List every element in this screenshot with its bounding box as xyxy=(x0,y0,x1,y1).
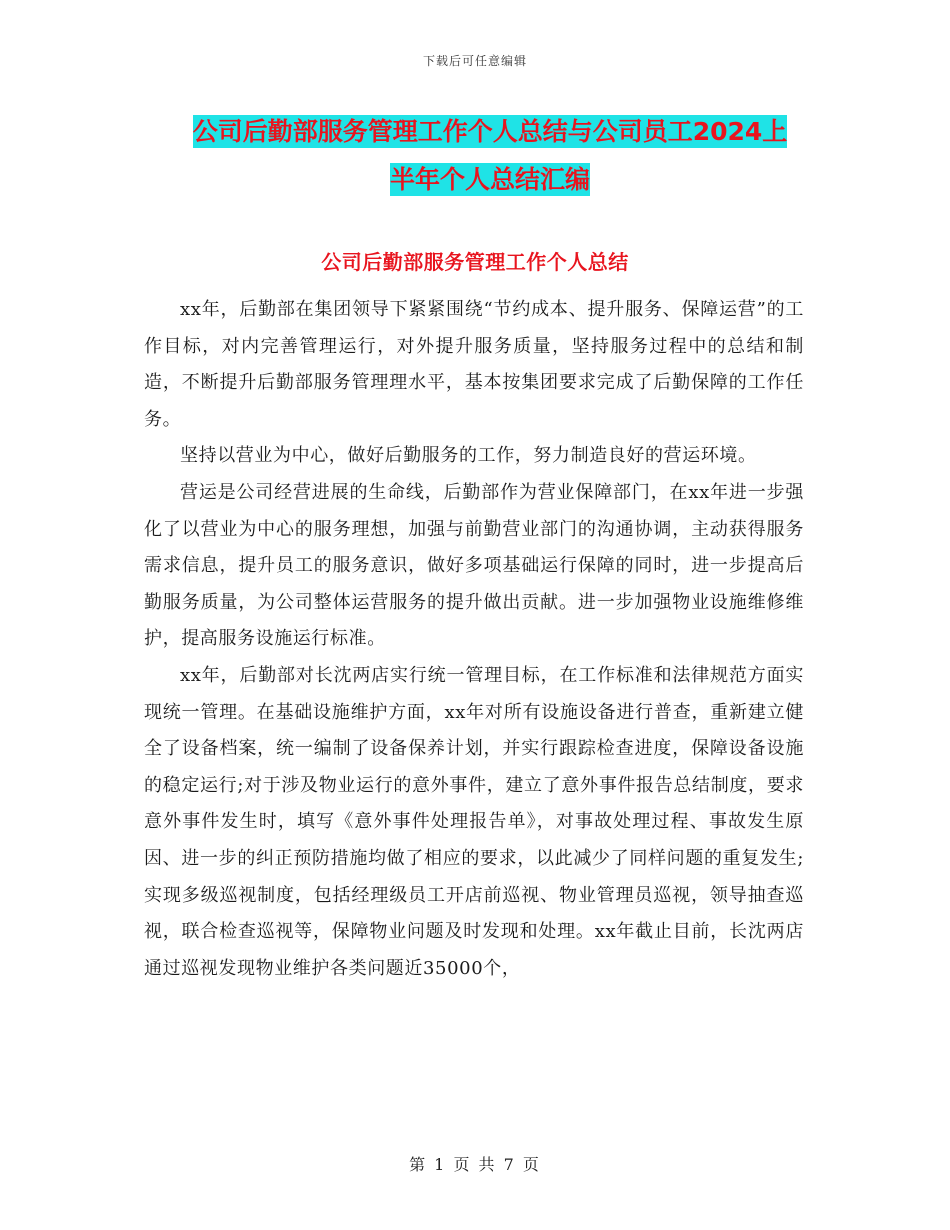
section-title: 公司后勤部服务管理工作个人总结 xyxy=(321,250,629,274)
document-title xyxy=(140,108,840,204)
document-title-line-2: 半年个人总结汇编 xyxy=(389,165,590,194)
paragraph: xx年，后勤部在集团领导下紧紧围绕“节约成本、提升服务、保障运营”的工作目标，对内完善管理运行，对外提升服务质量，坚持服务过程中的总结和制造，不断提升后勤部服务管理理水平，基本按集团要求完成了后勤保障的工作任务。 xyxy=(144,299,804,430)
header-note: 下载后可任意编辑 xyxy=(422,54,527,68)
paragraph: 营运是公司经营进展的生命线，后勤部作为营业保障部门，在xx年进一步强化了以营业为中心的服务理想，加强与前勤营业部门的沟通协调，主动获得服务需求信息，提升员工的服务意识，做好多项基础运行保障的同时，进一步提高后勤服务质量，为公司整体运营服务的提升做出贡献。进一步加强物业设施维修维护，提高服务设施运行标准。 xyxy=(144,481,804,650)
paragraph: xx年，后勤部对长沈两店实行统一管理目标，在工作标准和法律规范方面实现统一管理。在基础设施维护方面，xx年对所有设施设备进行普查，重新建立健全了设备档案，统一编制了设备保养计划，并实行跟踪检查进度，保障设备设施的稳定运行;对于涉及物业运行的意外事件，建立了意外事件报告总结制度，要求意外事件发生时，填写《意外事件处理报告单》，对事故处理过程、事故发生原因、进一步的纠正预防措施均做了相应的要求，以此减少了同样问题的重复发生;实现多级巡视制度，包括经理级员工开店前巡视、物业管理员巡视，领导抽查巡视，联合检查巡视等，保障物业问题及时发现和处理。xx年截止目前，长沈两店通过巡视发现物业维护各类问题近35000个， xyxy=(144,664,804,979)
page-number: 第 1 页 共 7 页 xyxy=(409,1155,541,1174)
paragraph: 坚持以营业为中心，做好后勤服务的工作，努力制造良好的营运环境。 xyxy=(180,445,757,467)
document-body xyxy=(144,292,804,987)
document-title-line-1: 公司后勤部服务管理工作个人总结与公司员工2024上 xyxy=(192,117,788,146)
